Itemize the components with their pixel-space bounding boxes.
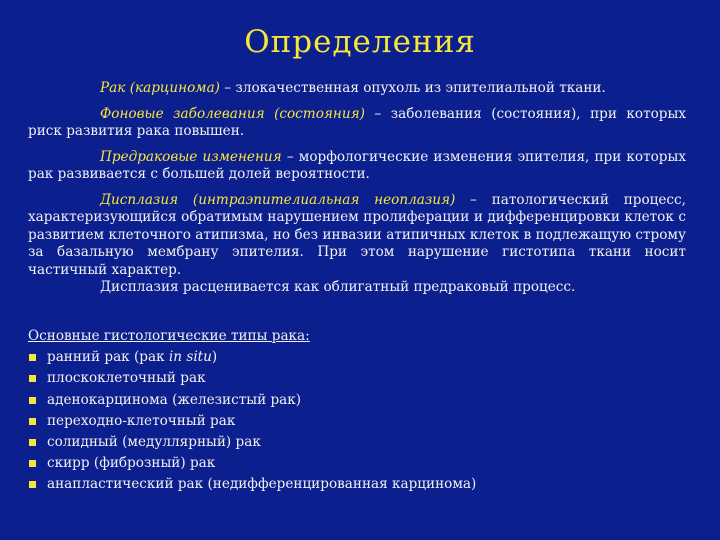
cancer-types-section: [28, 326, 688, 496]
list-item: плоскоклеточный рак: [28, 368, 688, 389]
definition-term: Фоновые заболевания (состояния): [100, 105, 365, 122]
definition-dysplasia: [28, 192, 686, 280]
definition-text: – заболевания (состояния), при которых риск развития рака повышен.: [28, 105, 686, 139]
list-item: аденокарцинома (железистый рак): [28, 390, 688, 411]
definition-text: – злокачественная опухоль из эпителиальной ткани.: [219, 80, 606, 96]
definition-term: Дисплазия (интраэпителиальная неоплазия): [100, 191, 456, 208]
definitions-block: [28, 80, 686, 305]
square-bullet-icon: [29, 481, 36, 488]
dysplasia-note: Дисплазия расценивается как облигатный предраковый процесс.: [100, 279, 576, 295]
definition-cancer: [28, 80, 686, 98]
definition-term: Рак (карцинома): [100, 80, 220, 96]
list-item: скирр (фиброзный) рак: [28, 453, 688, 474]
list-item: переходно-клеточный рак: [28, 411, 688, 432]
square-bullet-icon: [29, 418, 36, 425]
list-item: анапластический рак (недифференцированная карцинома): [28, 474, 688, 495]
definition-term: Предраковые изменения: [100, 148, 282, 165]
definition-background-diseases: [28, 106, 686, 141]
square-bullet-icon: [29, 354, 36, 361]
square-bullet-icon: [29, 375, 36, 382]
list-item: солидный (медуллярный) рак: [28, 432, 688, 453]
square-bullet-icon: [29, 439, 36, 446]
definition-text: – морфологические изменения эпителия, при которых рак развивается с большей долей вероятности.: [28, 148, 686, 182]
cancer-types-title: Основные гистологические типы рака:: [28, 328, 310, 344]
list-item: ранний рак (рак in situ): [28, 347, 688, 368]
square-bullet-icon: [29, 397, 36, 404]
definition-precancerous-changes: [28, 149, 686, 184]
slide-title: Определения: [244, 24, 476, 60]
cancer-types-list: [28, 347, 688, 495]
square-bullet-icon: [29, 460, 36, 467]
definition-text: – патологический процесс, характеризующийся обратимым нарушением пролиферации и дифференцировки клеток с развитием клеточного атипизма, но без инвазии атипичных клеток в подлежащую строму за базальную мембрану эпителия. При этом нарушение гистотипа ткани носит частичный характер.: [28, 191, 686, 278]
